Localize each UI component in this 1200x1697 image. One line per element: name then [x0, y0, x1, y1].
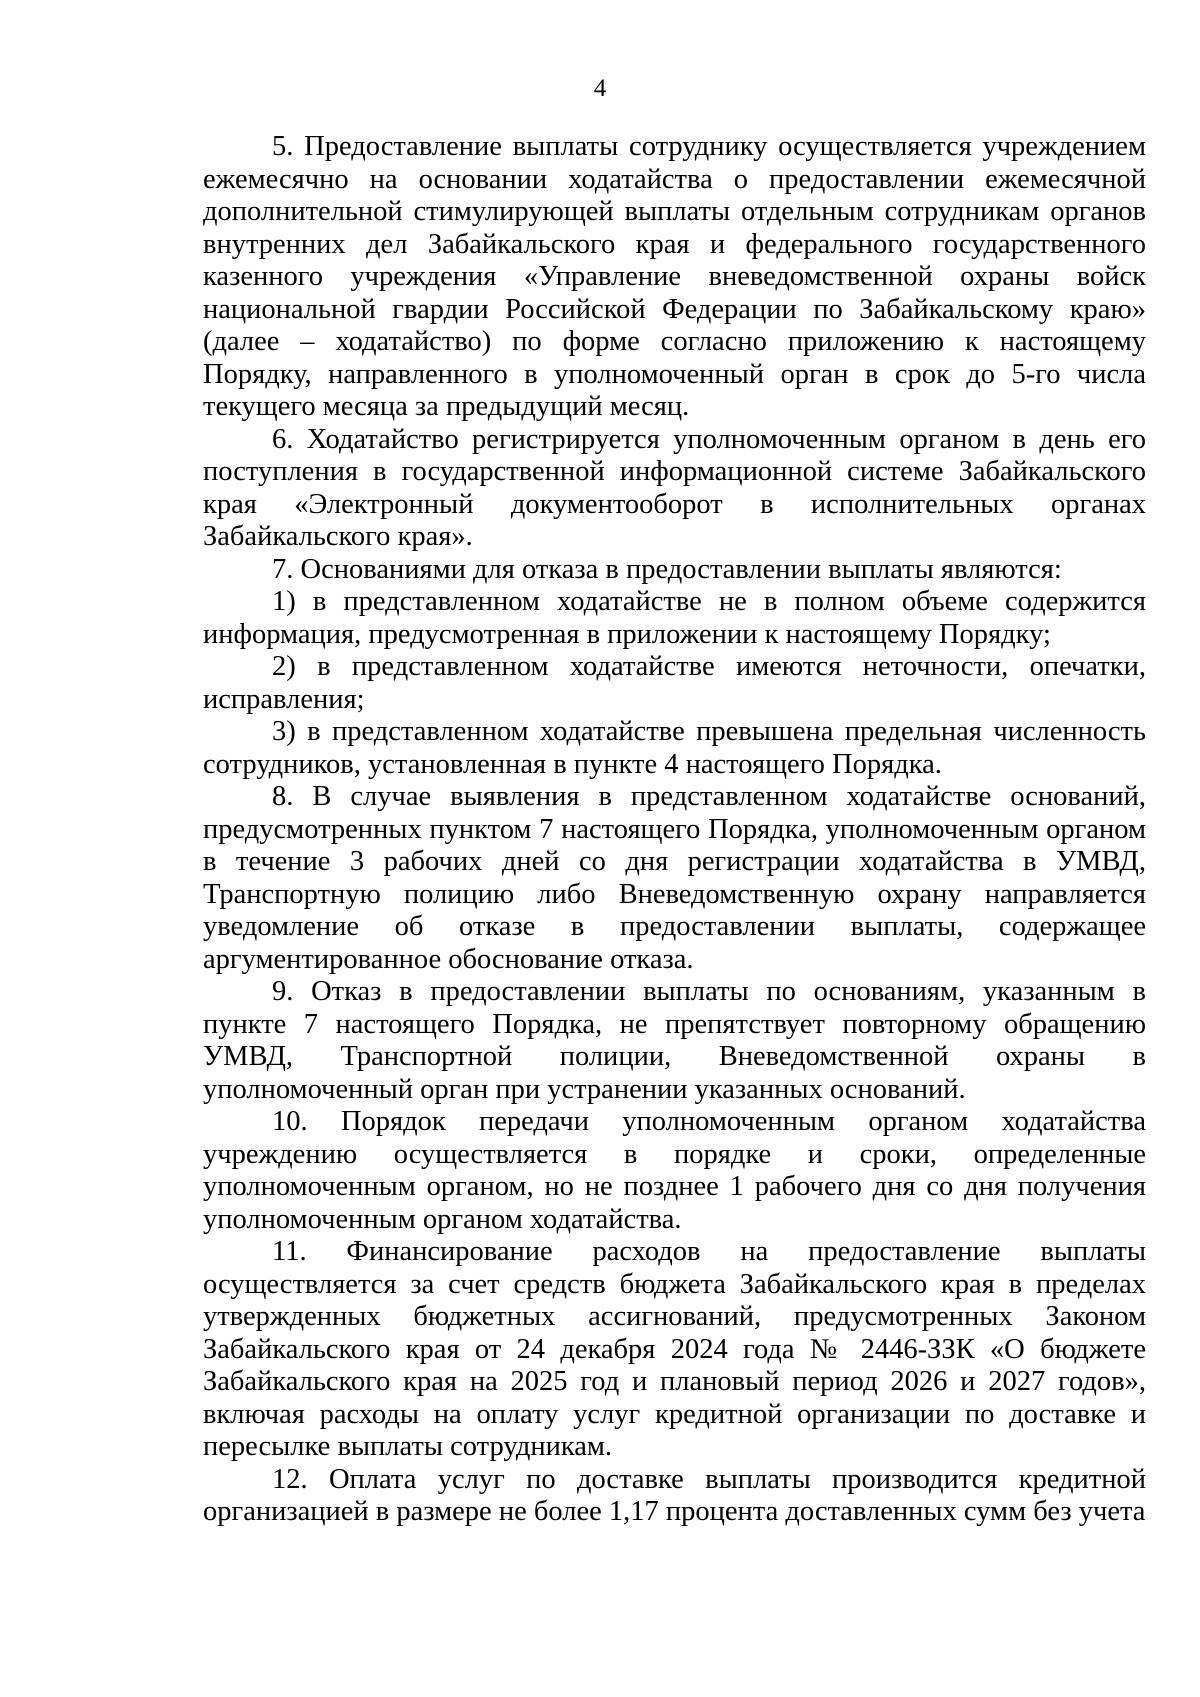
- paragraph-9: 9. Отказ в предоставлении выплаты по основаниям, указанным в пункте 7 настоящего Порядка, не препятствует повторному обращению УМВД, Транспортной полиции, Вневедомственной охраны в уполномоченный орган при устранении указанных оснований.: [203, 976, 1146, 1105]
- paragraph-6: 6. Ходатайство регистрируется уполномоченным органом в день его поступления в государственной информационной системе Забайкальского края «Электронный документооборот в исполнительных органах Забайкальского края».: [203, 423, 1146, 552]
- paragraph-7-item-3: 3) в представленном ходатайстве превышена предельная численность сотрудников, установленная в пункте 4 настоящего Порядка.: [203, 716, 1146, 780]
- paragraph-7-item-1: 1) в представленном ходатайстве не в полном объеме содержится информация, предусмотренная в приложении к настоящему Порядку;: [203, 586, 1146, 650]
- paragraph-7: 7. Основаниями для отказа в предоставлении выплаты являются:: [272, 553, 1062, 585]
- paragraph-12: 12. Оплата услуг по доставке выплаты производится кредитной организацией в размере не более 1,17 процента доставленных сумм без учета: [203, 1463, 1146, 1527]
- paragraph-11: 11. Финансирование расходов на предоставление выплаты осуществляется за счет средств бюджета Забайкальского края в пределах утвержденных бюджетных ассигнований, предусмотренных Законом Забайкальского края от 24 декабря 2024 года № 2446-ЗЗК «О бюджете Забайкальского края на 2025 год и плановый период 2026 и 2027 годов», включая расходы на оплату услуг кредитной организации по доставке и пересылке выплаты сотрудникам.: [203, 1236, 1146, 1462]
- paragraph-8: 8. В случае выявления в представленном ходатайстве оснований, предусмотренных пунктом 7 настоящего Порядка, уполномоченным органом в течение 3 рабочих дней со дня регистрации ходатайства в УМВД, Транспортную полицию либо Вневедомственную охрану направляется уведомление об отказе в предоставлении выплаты, содержащее аргументированное обоснование отказа.: [203, 781, 1146, 975]
- paragraph-10: 10. Порядок передачи уполномоченным органом ходатайства учреждению осуществляется в порядке и сроки, определенные уполномоченным органом, но не позднее 1 рабочего дня со дня получения уполномоченным органом ходатайства.: [203, 1106, 1146, 1235]
- document-body: [203, 131, 1146, 1529]
- paragraph-5: 5. Предоставление выплаты сотруднику осуществляется учреждением ежемесячно на основании ходатайства о предоставлении ежемесячной дополнительной стимулирующей выплаты отдельным сотрудникам органов внутренних дел Забайкальского края и федерального государственного казенного учреждения «Управление вневедомственной охраны войск национальной гвардии Российской Федерации по Забайкальскому краю» (далее – ходатайство) по форме согласно приложению к настоящему Порядку, направленного в уполномоченный орган в срок до 5-го числа текущего месяца за предыдущий месяц.: [203, 131, 1146, 422]
- paragraph-7-item-2: 2) в представленном ходатайстве имеются неточности, опечатки, исправления;: [203, 651, 1146, 715]
- page-number: 4: [593, 75, 607, 102]
